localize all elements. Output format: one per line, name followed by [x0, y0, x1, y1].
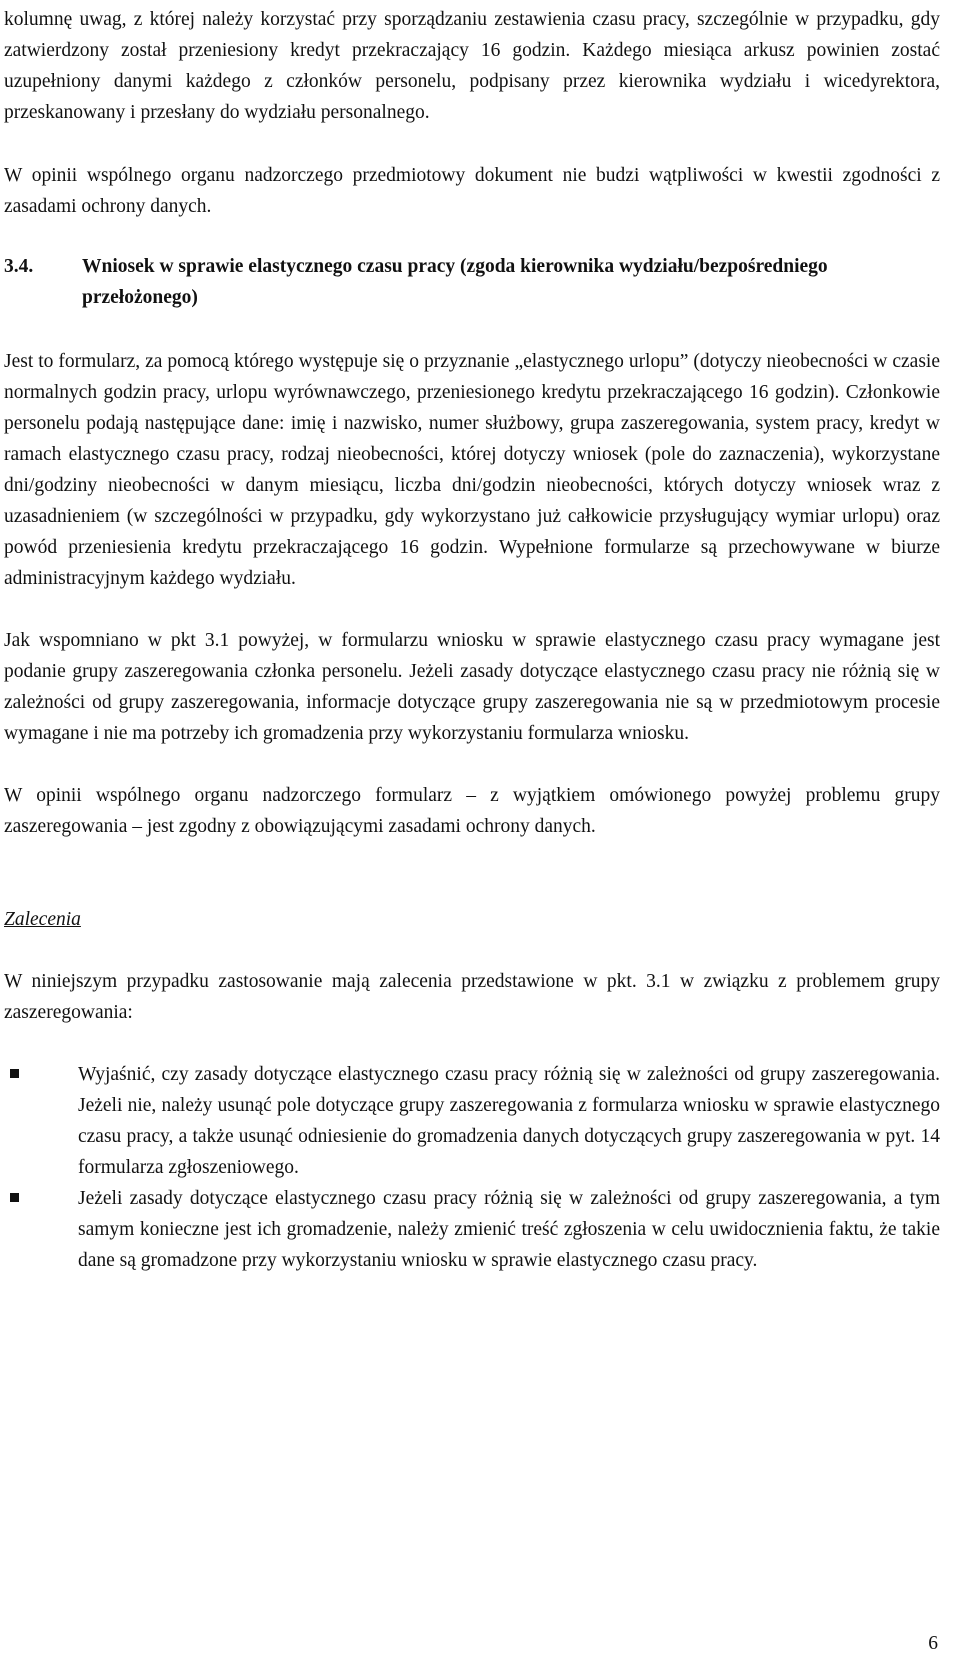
recommendation-text-1: Wyjaśnić, czy zasady dotyczące elastycznego czasu pracy różnią się w zależności od grupy zaszeregowania. Jeżeli nie, należy usunąć pole dotyczące grupy zaszeregowania z formularza wniosku w sprawie elastycznego czasu pracy, a także usunąć odniesienie do gromadzenia danych dotyczących grupy zaszeregowania w pyt. 14 formularza zgłoszeniowego. — [78, 1064, 940, 1178]
paragraph-opinion-1: W opinii wspólnego organu nadzorczego przedmiotowy dokument nie budzi wątpliwości w kwestii zgodności z zasadami ochrony danych. — [4, 165, 940, 217]
square-bullet-icon — [4, 1059, 78, 1183]
paragraph-intro: kolumnę uwag, z której należy korzystać przy sporządzaniu zestawienia czasu pracy, szczególnie w przypadku, gdy zatwierdzony został przeniesiony kredyt przekraczający 16 godzin. Każdego miesiąca arkusz powinien zostać uzupełniony danymi każdego z członków personelu, podpisany przez kierownika wydziału i wicedyrektora, przeskanowany i przesłany do wydziału personalnego. — [4, 9, 940, 123]
square-bullet-icon — [4, 1183, 78, 1276]
section-heading — [4, 251, 940, 313]
recommendations-heading: Zalecenia — [4, 909, 81, 930]
page-number: 6 — [928, 1633, 938, 1654]
paragraph-reference: Jak wspomniano w pkt 3.1 powyżej, w formularzu wniosku w sprawie elastycznego czasu pracy wymagane jest podanie grupy zaszeregowania członka personelu. Jeżeli zasady dotyczące elastycznego czasu pracy nie różnią się w zależności od grupy zaszeregowania, informacje dotyczące grupy zaszeregowania nie są w przedmiotowym procesie wymagane i nie ma potrzeby ich gromadzenia przy wykorzystaniu formularza wniosku. — [4, 630, 940, 744]
paragraph-opinion-2: W opinii wspólnego organu nadzorczego formularz – z wyjątkiem omówionego powyżej problemu grupy zaszeregowania – jest zgodny z obowiązującymi zasadami ochrony danych. — [4, 785, 940, 837]
recommendation-text-2: Jeżeli zasady dotyczące elastycznego czasu pracy różnią się w zależności od grupy zaszeregowania, a tym samym konieczne jest ich gromadzenie, należy zmienić treść zgłoszenia w celu uwidocznienia faktu, że takie dane są gromadzone przy wykorzystaniu wniosku w sprawie elastycznego czasu pracy. — [78, 1188, 940, 1271]
list-item — [4, 1059, 940, 1183]
recommendations-list — [4, 1059, 940, 1276]
paragraph-recommendations-intro: W niniejszym przypadku zastosowanie mają zalecenia przedstawione w pkt. 3.1 w związku z problemem grupy zaszeregowania: — [4, 971, 940, 1023]
paragraph-form-description: Jest to formularz, za pomocą którego występuje się o przyznanie „elastycznego urlopu” (dotyczy nieobecności w czasie normalnych godzin pracy, urlopu wyrównawczego, przeniesionego kredytu przekraczającego 16 godzin). Członkowie personelu podają następujące dane: imię i nazwisko, numer służbowy, grupa zaszeregowania, system pracy, kredyt w ramach elastycznego czasu pracy, rodzaj nieobecności, której dotyczy wniosek (pole do zaznaczenia), wykorzystane dni/godziny nieobecności w danym miesiącu, liczba dni/godzin nieobecności, których dotyczy wniosek wraz z uzasadnieniem (w szczególności w przypadku, gdy wykorzystano już całkowicie przysługujący wymiar urlopu) oraz powód przeniesienia kredytu przekraczającego 16 godzin. Wypełnione formularze są przechowywane w biurze administracyjnym każdego wydziału. — [4, 351, 940, 589]
list-item — [4, 1183, 940, 1276]
section-title: Wniosek w sprawie elastycznego czasu pracy (zgoda kierownika wydziału/bezpośredniego przełożonego) — [82, 256, 828, 308]
section-number: 3.4. — [4, 256, 34, 277]
